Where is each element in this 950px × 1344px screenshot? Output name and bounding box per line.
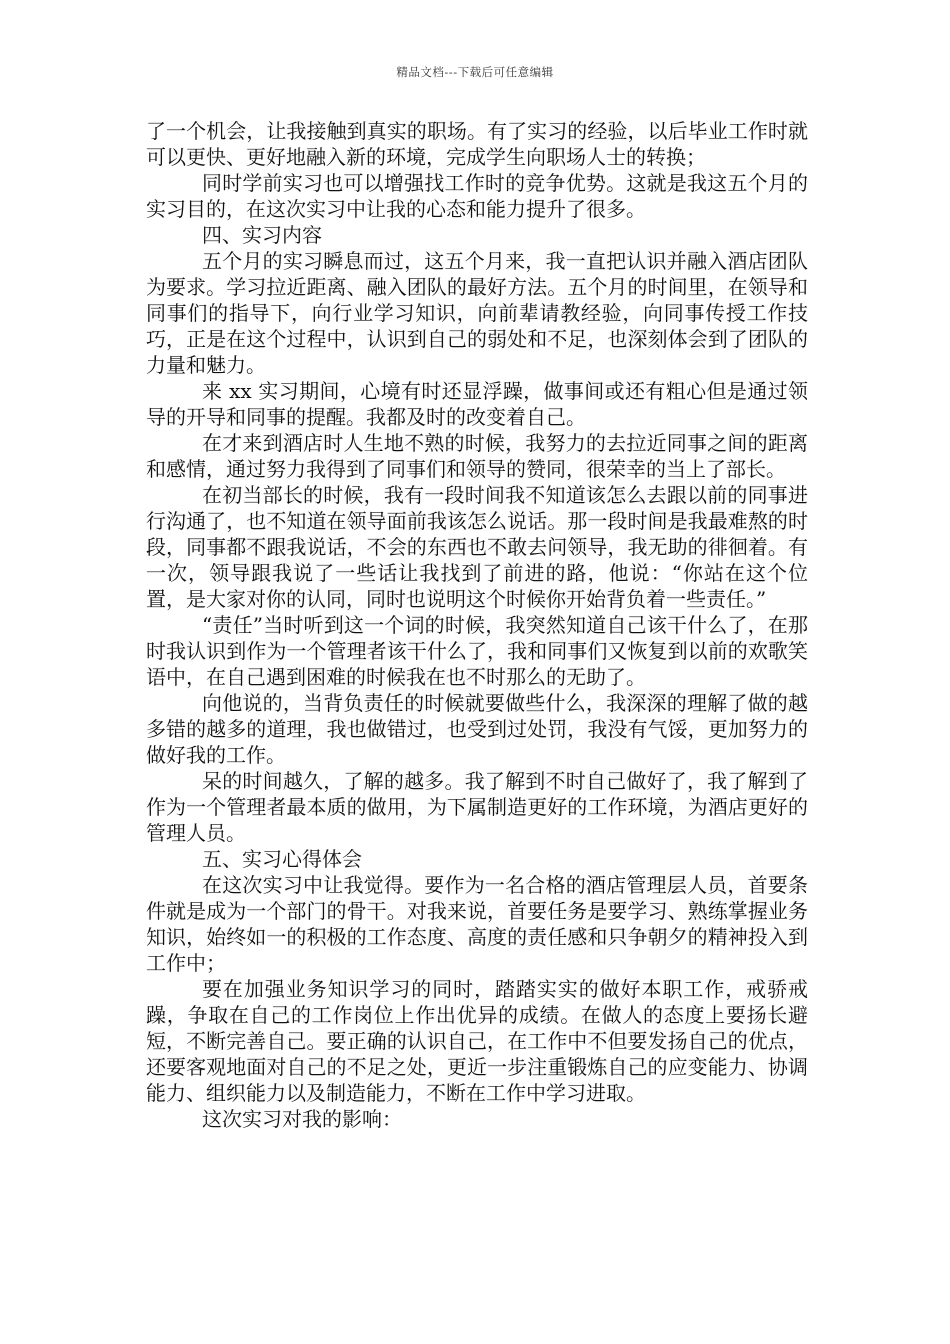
- paragraph: 在初当部长的时候，我有一段时间我不知道该怎么去跟以前的同事进行沟通了，也不知道在领导面前我该怎么说话。那一段时间是我最难熬的时段，同事都不跟我说话，不会的东西也不敢去问领导，我无助的徘徊着。有一次，领导跟我说了一些话让我找到了前进的路，他说：“你站在这个位置，是大家对你的认同，同时也说明这个时候你开始背负着一些责任。”: [146, 483, 808, 611]
- document-body: [146, 118, 808, 1132]
- paragraph: 呆的时间越久，了解的越多。我了解到不时自己做好了，我了解到了作为一个管理者最本质的做用，为下属制造更好的工作环境，为酒店更好的管理人员。: [146, 769, 808, 845]
- paragraph: 在才来到酒店时人生地不熟的时候，我努力的去拉近同事之间的距离和感情，通过努力我得到了同事们和领导的赞同，很荣幸的当上了部长。: [146, 431, 808, 481]
- page-header: 精品文档---下载后可任意编辑: [396, 65, 554, 79]
- paragraph: 了一个机会，让我接触到真实的职场。有了实习的经验，以后毕业工作时就可以更快、更好地融入新的环境，完成学生向职场人士的转换；: [146, 119, 808, 169]
- paragraph: 同时学前实习也可以增强找工作时的竞争优势。这就是我这五个月的实习目的，在这次实习中让我的心态和能力提升了很多。: [146, 171, 808, 221]
- paragraph: 向他说的，当背负责任的时候就要做些什么，我深深的理解了做的越多错的越多的道理，我也做错过，也受到过处罚，我没有气馁，更加努力的做好我的工作。: [146, 691, 808, 767]
- paragraph: “责任”当时听到这一个词的时候，我突然知道自己该干什么了，在那时我认识到作为一个管理者该干什么了，我和同事们又恢复到以前的欢歌笑语中，在自己遇到困难的时候我在也不时那么的无助了。: [146, 613, 808, 689]
- section-heading: 四、实习内容: [202, 223, 322, 247]
- paragraph: 在这次实习中让我觉得。要作为一名合格的酒店管理层人员，首要条件就是成为一个部门的骨干。对我来说，首要任务是要学习、熟练掌握业务知识，始终如一的积极的工作态度、高度的责任感和只争朝夕的精神投入到工作中；: [146, 873, 808, 975]
- section-heading: 五、实习心得体会: [202, 847, 362, 871]
- paragraph: 来 xx 实习期间，心境有时还显浮躁，做事间或还有粗心但是通过领导的开导和同事的提醒。我都及时的改变着自己。: [146, 379, 808, 429]
- paragraph: 这次实习对我的影响：: [202, 1107, 402, 1131]
- paragraph: 五个月的实习瞬息而过，这五个月来，我一直把认识并融入酒店团队为要求。学习拉近距离、融入团队的最好方法。五个月的时间里，在领导和同事们的指导下，向行业学习知识，向前辈请教经验，向同事传授工作技巧，正是在这个过程中，认识到自己的弱处和不足，也深刻体会到了团队的力量和魅力。: [146, 249, 808, 377]
- paragraph: 要在加强业务知识学习的同时，踏踏实实的做好本职工作，戒骄戒躁，争取在自己的工作岗位上作出优异的成绩。在做人的态度上要扬长避短，不断完善自己。要正确的认识自己，在工作中不但要发扬自己的优点，还要客观地面对自己的不足之处，更近一步注重锻炼自己的应变能力、协调能力、组织能力以及制造能力，不断在工作中学习进取。: [146, 977, 808, 1105]
